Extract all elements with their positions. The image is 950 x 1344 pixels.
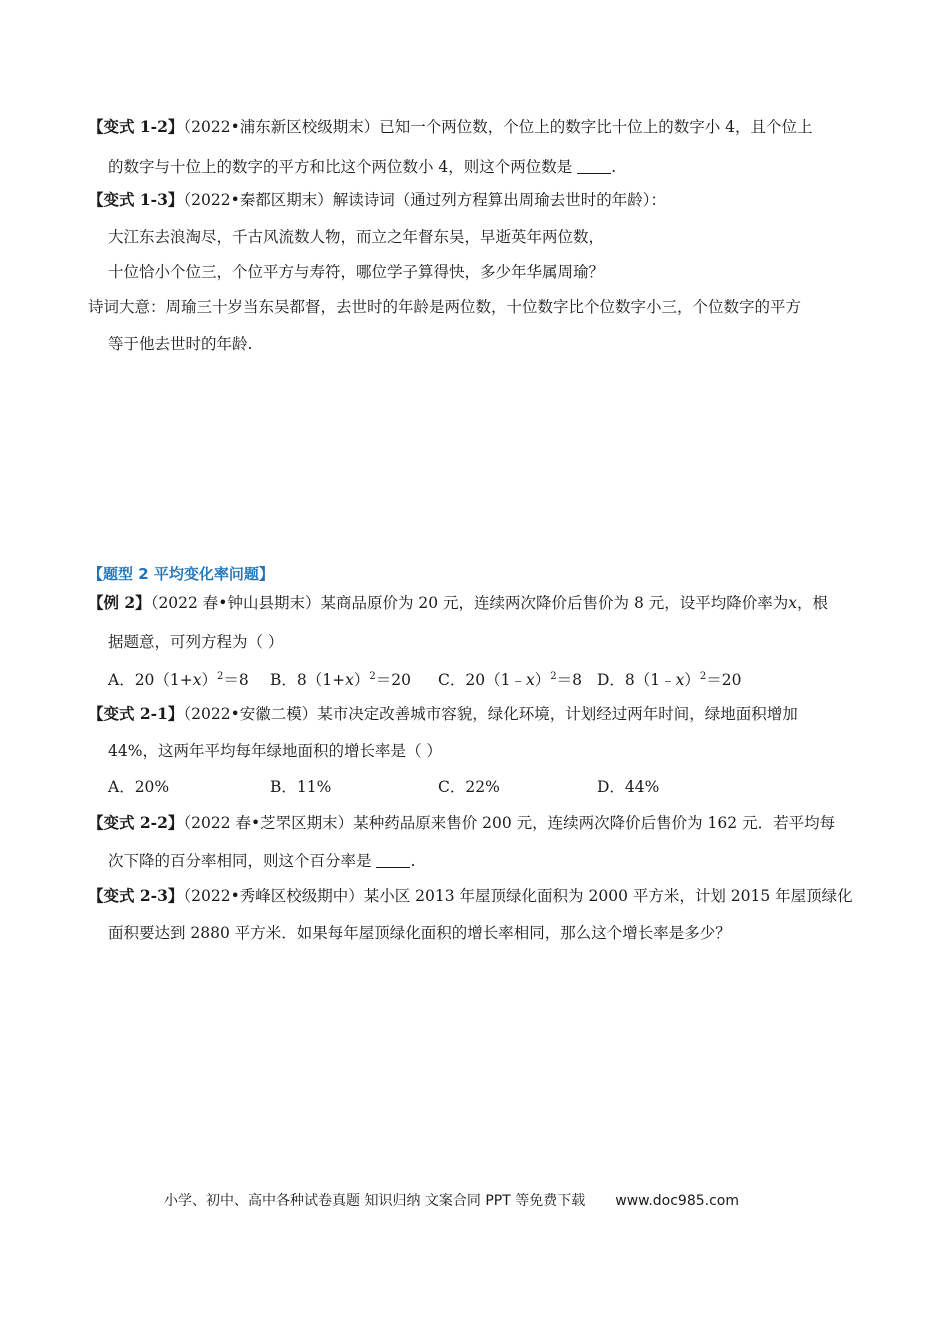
ex2-label: 【例 2】 <box>88 593 151 612</box>
ex2-option-a[interactable]: A．$20(1+x)^2=8$ <box>108 671 249 689</box>
v22-text-2: 次下降的百分率相同，则这个百分率是 <box>108 852 372 870</box>
v12-text-2: 的数字与十位上的数字的平方和比这个两位数小 4，则这个两位数是 <box>108 158 573 176</box>
ex2-line1 <box>88 592 828 614</box>
v13-meaning-1: 诗词大意：周瑜三十岁当东吴都督，去世时的年龄是两位数，十位数字比个位数字小三，个位数字的平方 <box>88 298 802 316</box>
v12-end: . <box>611 158 617 176</box>
ex2-option-b[interactable]: B．$8(1+x)^2=20$ <box>270 671 411 689</box>
v13-meaning-2: 等于他去世时的年龄. <box>108 335 253 353</box>
ex2-line2: 据题意，可列方程为（ ） <box>108 633 284 651</box>
answer-blank[interactable] <box>376 853 410 868</box>
footer-url[interactable]: www.doc985.com <box>615 1193 739 1209</box>
v23-text-1: 某小区 2013 年屋顶绿化面积为 2000 平方米，计划 2015 年屋顶绿化 <box>363 887 853 905</box>
v12-line2 <box>108 156 616 178</box>
v23-label: 【变式 2-3】 <box>88 886 184 905</box>
v13-label: 【变式 1-3】 <box>88 190 184 209</box>
v23-source: （2022•秀峰区校级期中） <box>183 887 364 905</box>
v22-label: 【变式 2-2】 <box>88 813 184 832</box>
v13-poem-1: 大江东去浪淘尽，千古风流数人物，而立之年督东吴，早逝英年两位数， <box>108 228 605 246</box>
v13-source: （2022•秦都区期末） <box>183 191 333 209</box>
ex2-end: ，根 <box>797 594 829 612</box>
v22-line1 <box>88 812 835 834</box>
v12-label: 【变式 1-2】 <box>88 117 184 136</box>
v12-line1 <box>88 116 813 138</box>
v21-option-a[interactable]: A．20% <box>108 778 170 796</box>
ex2-option-c[interactable]: C．20（1﹣x）$^2$＝8 <box>438 671 582 689</box>
v12-text-1: 已知一个两位数，个位上的数字比十位上的数字小 4，且个位上 <box>379 118 813 136</box>
ex2-var: x <box>788 594 798 612</box>
footer-text: 小学、初中、高中各种试卷真题 知识归纳 文案合同 PPT 等免费下载 <box>164 1193 586 1209</box>
v21-option-d[interactable]: D．44% <box>597 778 660 796</box>
v21-option-b[interactable]: B．11% <box>270 778 332 796</box>
v23-line2: 面积要达到 2880 平方米．如果每年屋顶绿化面积的增长率相同，那么这个增长率是多少？ <box>108 924 731 942</box>
ex2-source: （2022 春•钟山县期末） <box>150 594 321 612</box>
answer-blank[interactable] <box>577 159 611 174</box>
v23-line1 <box>88 885 853 907</box>
ex2-text-1: 某商品原价为 20 元，连续两次降价后售价为 8 元，设平均降价率为 <box>320 594 789 612</box>
v13-text: 解读诗词（通过列方程算出周瑜去世时的年龄）： <box>332 191 667 209</box>
ex2-option-d[interactable]: D．8（1﹣x）$^2$＝20 <box>597 671 742 689</box>
v13-line1 <box>88 189 666 211</box>
section-heading: 【题型 2 平均变化率问题】 <box>88 565 274 583</box>
v22-end: . <box>410 852 416 870</box>
v12-source: （2022•浦东新区校级期末） <box>183 118 380 136</box>
v21-text-1: 某市决定改善城市容貌，绿化环境，计划经过两年时间，绿地面积增加 <box>317 705 798 723</box>
v22-source: （2022 春•芝罘区期末） <box>183 814 354 832</box>
v21-option-c[interactable]: C．22% <box>438 778 500 796</box>
v21-line2: 44%，这两年平均每年绿地面积的增长率是（ ） <box>108 742 442 760</box>
v22-line2 <box>108 850 415 872</box>
v21-line1 <box>88 703 798 725</box>
page-footer <box>164 1190 739 1210</box>
v22-text-1: 某种药品原来售价 200 元，连续两次降价后售价为 162 元．若平均每 <box>353 814 836 832</box>
v21-label: 【变式 2-1】 <box>88 704 184 723</box>
v13-poem-2: 十位恰小个位三，个位平方与寿符，哪位学子算得快，多少年华属周瑜？ <box>108 263 605 281</box>
v21-source: （2022•安徽二模） <box>183 705 318 723</box>
